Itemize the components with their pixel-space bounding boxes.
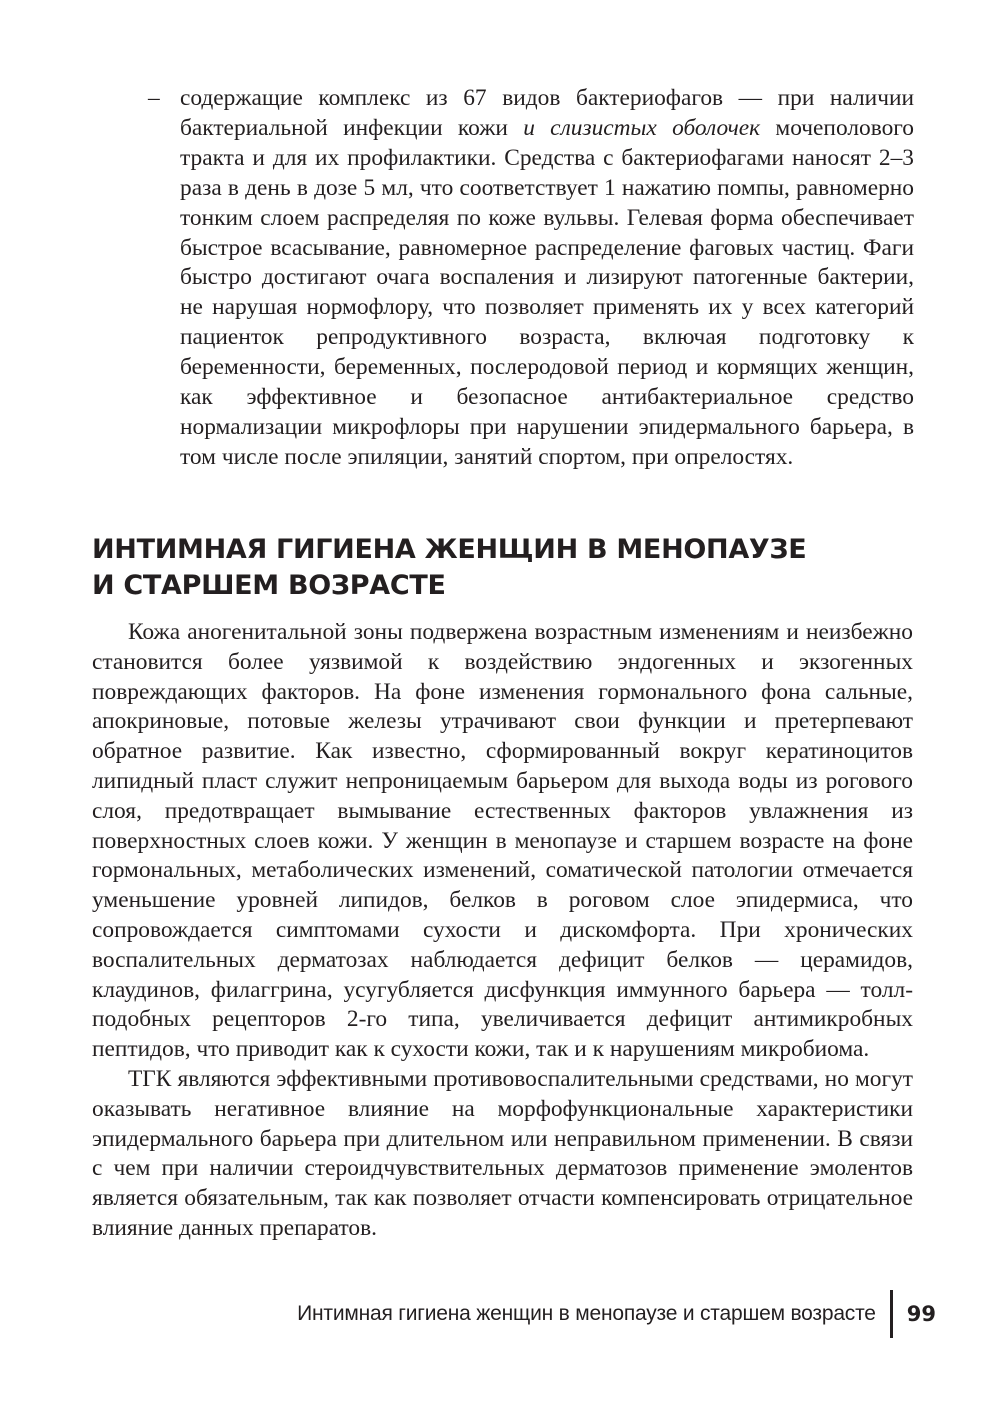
paragraph-1: Кожа аногенитальной зоны подвержена возрастным изменениям и неизбежно становится более уязвимой к воздействию эндогенных и экзогенных повреждающих факторов. На фоне изменения гормонального фона сальные, апокриновые, потовые железы утрачивают свои функции и претерпевают обратное развитие. Как известно, сформированный вокруг кератиноцитов липидный пласт служит непроницаемым барьером для выхода воды из рогового слоя, предотвращает вымывание естественных факторов увлажнения из поверхностных слоев кожи. У женщин в менопаузе и старшем возрасте на фоне гормональных, метаболических изменений, соматической патологии отмечается уменьшение уровней липидов, белков в роговом слое эпидермиса, что сопровождается симптомами сухости и дискомфорта. При хронических воспалительных дерматозах наблюдается дефицит белков — церамидов, клаудинов, филаггрина, усугубляется дисфункция иммунного барьера — толл-подобных рецепторов 2-го типа, увеличивается дефицит антимикробных пептидов, что приводит как к сухости кожи, так и к нарушениям микробиома. — [92, 619, 913, 1063]
bullet-text-start: содержащие комплекс из 67 видов бактериофагов — при наличии бактериальной инфекции кожи — [180, 85, 914, 141]
bullet-text-end: мочеполового тракта и для их профилактики. Средства с бактериофагами наносят 2–3 раза в день в дозе 5 мл, что соответствует 1 нажатию помпы, равномерно тонким слоем распределяя по коже вульвы. Гелевая форма обеспечивает быстрое всасывание, равномерное распределение фаговых частиц. Фаги быстро достигают очага воспаления и лизируют патогенные бактерии, не нарушая нормофлору, что позволяет применять их у всех категорий пациенток репродуктивного возраста, включая подготовку к беременности, беременных, послеродовой период и кормящих женщин, как эффективное и безопасное антибактериальное средство нормализации микрофлоры при нарушении эпидермального барьера, в том числе после эпиляции, занятий спортом, при опрелостях. — [180, 114, 914, 470]
section-body — [92, 618, 913, 1244]
bullet-item — [148, 84, 914, 473]
page-number: 99 — [906, 1302, 936, 1326]
bullet-text — [180, 84, 914, 473]
running-head: Интимная гигиена женщин в менопаузе и старшем возрасте — [297, 1302, 876, 1325]
paragraph-2: ТГК являются эффективными противовоспалительными средствами, но могут оказывать негативное влияние на морфофункциональные характеристики эпидермального барьера при длительном или неправильном применении. В связи с чем при наличии стероидчувствительных дерматозов применение эмолентов является обязательным, так как позволяет отчасти компенсировать отрицательное влияние данных препаратов. — [92, 1065, 913, 1241]
section-heading-line-2: И СТАРШЕМ ВОЗРАСТЕ — [92, 570, 446, 601]
bullet-dash: – — [148, 85, 160, 111]
bullet-text-italic: и слизистых оболочек — [523, 114, 761, 141]
page-footer — [297, 1290, 936, 1338]
section-heading — [92, 532, 912, 604]
section-heading-line-1: ИНТИМНАЯ ГИГИЕНА ЖЕНЩИН В МЕНОПАУЗЕ — [92, 534, 807, 565]
